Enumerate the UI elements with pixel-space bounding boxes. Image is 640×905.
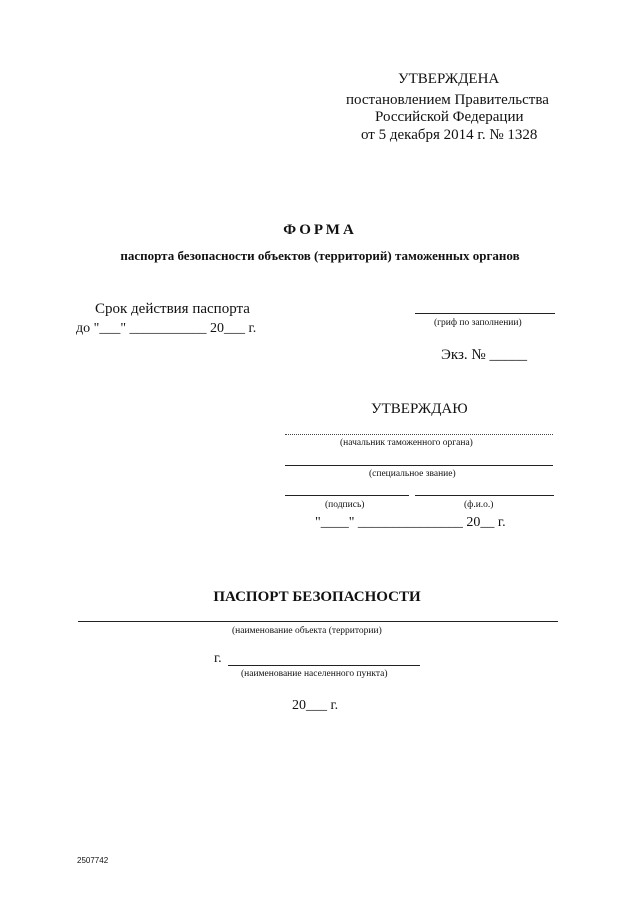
locality-line: [228, 665, 420, 666]
name-line: [415, 495, 554, 496]
object-name-line: [78, 621, 558, 622]
approval-title: УТВЕРЖДЕНА: [398, 71, 500, 87]
rank-line: [285, 465, 553, 466]
validity-label: Срок действия паспорта: [95, 301, 250, 317]
approve-title: УТВЕРЖДАЮ: [371, 401, 468, 417]
caption-object: (наименование объекта (территории): [232, 626, 382, 636]
approval-line-federation: Российской Федерации: [375, 109, 524, 125]
approve-date-line: "____" _______________ 20__ г.: [315, 515, 506, 530]
classification-line: [415, 313, 555, 314]
form-subtitle: паспорта безопасности объектов (территорий) таможенных органов: [120, 248, 520, 263]
caption-name: (ф.и.о.): [464, 500, 494, 510]
copy-number: Экз. № _____: [441, 347, 527, 363]
head-signature-line: [285, 434, 553, 435]
doc-number: 2507742: [77, 856, 109, 865]
form-title: ФОРМА: [283, 222, 357, 238]
passport-year-line: 20___ г.: [292, 698, 339, 713]
approval-line-decree: от 5 декабря 2014 г. № 1328: [361, 127, 538, 143]
caption-locality: (наименование населенного пункта): [241, 669, 388, 679]
classification-caption: (гриф по заполнении): [434, 318, 522, 328]
validity-date-line: до "___" ___________ 20___ г.: [76, 321, 257, 336]
caption-signature: (подпись): [325, 500, 365, 510]
approval-line-government: постановлением Правительства: [346, 92, 549, 108]
passport-title: ПАСПОРТ БЕЗОПАСНОСТИ: [213, 589, 421, 605]
signature-line: [285, 495, 409, 496]
caption-rank: (специальное звание): [369, 469, 456, 479]
caption-head: (начальник таможенного органа): [340, 438, 473, 448]
city-prefix: г.: [214, 651, 222, 666]
